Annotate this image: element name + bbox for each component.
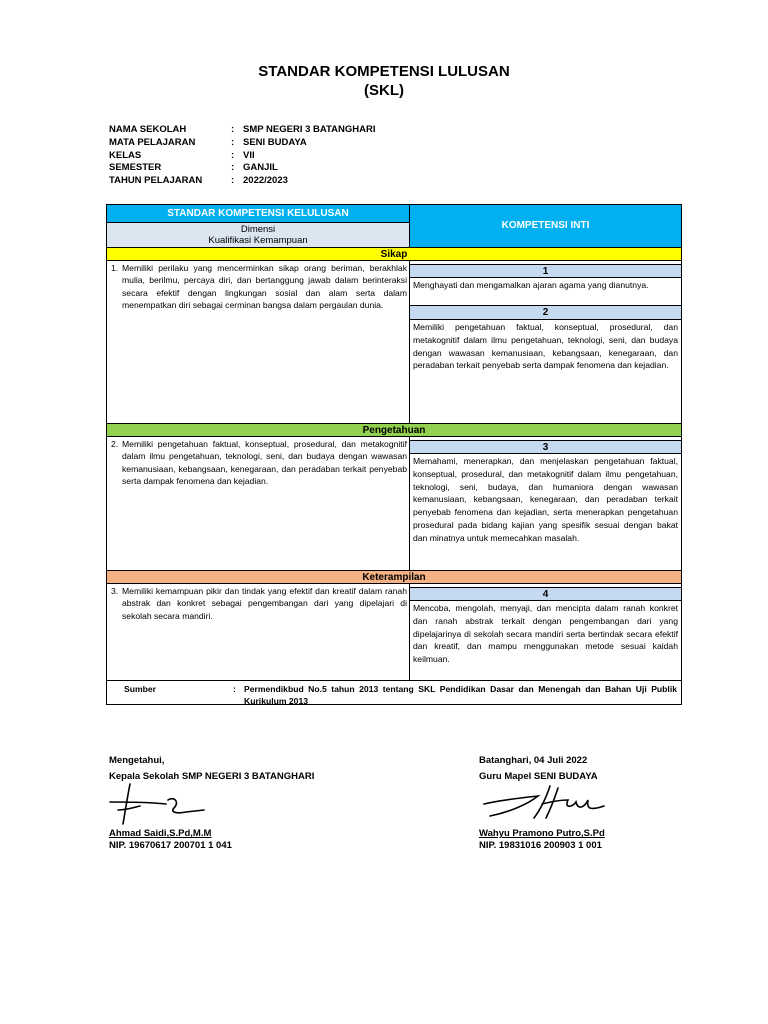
ki-text: Memahami, menerapkan, dan menjelaskan pengetahuan faktual, konseptual, prosedural, dan metakognitif dalam ilmu pengetahuan, teknologi, seni, budaya, dan humaniora dengan wawasan kemanusiaan, kebangsaan, kenegaraan, dan peradaban terkait penyebab fenomena dan kejadian, serta menerapkan pengetahuan prosedural pada bidang kajian yang spesifik sesuai dengan bakat dan minatnya untuk memecahkan masalah. xyxy=(413,456,678,543)
info-row-school: NAMA SEKOLAH : SMP NEGERI 3 BATANGHARI xyxy=(109,124,376,135)
header-dimension: Dimensi Kualifikasi Kemampuan xyxy=(107,223,410,247)
document-subtitle: (SKL) xyxy=(364,82,404,99)
source-label: Sumber xyxy=(124,684,156,694)
ki-text: Memiliki pengetahuan faktual, konseptual, prosedural, dan metakognitif dalam ilmu pengetahuan, teknologi, seni, dan budaya dengan wawasan kemanusiaan, kebangsaan, kenegaraan, dan peradaban terkait penyebab serta dampak fenomena dan kejadian. xyxy=(413,322,678,371)
skl-cell-sikap: 1. Memiliki perilaku yang mencerminkan sikap orang beriman, berakhlak mulia, berilmu, percaya diri, dan bertanggung jawab dalam berinteraksi secara efektif dengan lingkungan sosial dan alam serta dalam menempatkan diri sebagai cerminan bangsa dalam pergaulan dunia. xyxy=(107,261,410,423)
header-ki: KOMPETENSI INTI xyxy=(410,205,681,247)
info-row-year: TAHUN PELAJARAN : 2022/2023 xyxy=(109,175,288,187)
section-keterampilan: Keterampilan xyxy=(107,570,681,584)
signature-left-icon xyxy=(108,780,218,830)
ki-number: 2 xyxy=(410,306,681,320)
info-row-class: KELAS : VII xyxy=(109,149,255,161)
signature-block-left: Mengetahui, Kepala Sekolah SMP NEGERI 3 BATANGHARI xyxy=(109,755,315,782)
source-value: Permendikbud No.5 tahun 2013 tentang SKL Pendidikan Dasar dan Menengah dan Bahan Uji Publik Kurikulum 2013 xyxy=(244,684,677,706)
info-value: SENI BUDAYA xyxy=(243,136,307,148)
skl-table xyxy=(106,204,682,705)
skl-cell-keterampilan: 3. Memiliki kemampuan pikir dan tindak yang efektif dan kreatif dalam ranah abstrak dan konkret sebagai pengembangan dari yang dipelajari di sekolah secara mandiri. xyxy=(107,584,410,680)
signature-block-right: Batanghari, 04 Juli 2022 Guru Mapel SENI BUDAYA xyxy=(479,755,598,782)
headmaster-name: Ahmad Saidi,S.Pd,M.M xyxy=(109,828,212,839)
skl-cell-pengetahuan: 2. Memiliki pengetahuan faktual, konseptual, prosedural, dan metakognitif dalam ilmu pengetahuan, teknologi, seni, dan budaya dengan wawasan kemanusiaan, kebangsaan, kenegaraan, dan peradaban terkait penyebab serta dampak fenomena dan kejadian. xyxy=(107,437,410,570)
info-value: SMP NEGERI 3 BATANGHARI xyxy=(243,124,376,135)
teacher-nip: NIP. 19831016 200903 1 001 xyxy=(479,840,602,851)
section-sikap: Sikap xyxy=(107,247,681,261)
school-info xyxy=(109,124,376,188)
signature-right-icon xyxy=(480,782,610,822)
teacher-name: Wahyu Pramono Putro,S.Pd xyxy=(479,828,605,839)
info-value: 2022/2023 xyxy=(243,175,288,187)
ki-text: Menghayati dan mengamalkan ajaran agama yang dianutnya. xyxy=(410,278,681,306)
ki-number: 1 xyxy=(410,264,681,278)
source-row: Sumber : Permendikbud No.5 tahun 2013 tentang SKL Pendidikan Dasar dan Menengah dan Bahan Uji Publik Kurikulum 2013 xyxy=(107,680,681,704)
info-value: GANJIL xyxy=(243,162,278,174)
info-row-subject: MATA PELAJARAN : SENI BUDAYA xyxy=(109,136,307,148)
headmaster-nip: NIP. 19670617 200701 1 041 xyxy=(109,840,232,851)
info-row-semester: SEMESTER : GANJIL xyxy=(109,162,278,174)
ki-number: 4 xyxy=(410,587,681,601)
header-skl: STANDAR KOMPETENSI KELULUSAN xyxy=(107,205,410,223)
section-pengetahuan: Pengetahuan xyxy=(107,423,681,437)
ki-number: 3 xyxy=(410,440,681,454)
document-title: STANDAR KOMPETENSI LULUSAN xyxy=(258,63,510,80)
ki-text: Mencoba, mengolah, menyaji, dan mencipta dalam ranah konkret dan ranah abstrak terkait dengan pengembangan dari yang dipelajarinya di sekolah secara mandiri serta bertindak secara efektif dan kreatif, dan mampu menggunakan metode sesuai kaidah keilmuan. xyxy=(413,603,678,665)
info-value: VII xyxy=(243,149,255,161)
